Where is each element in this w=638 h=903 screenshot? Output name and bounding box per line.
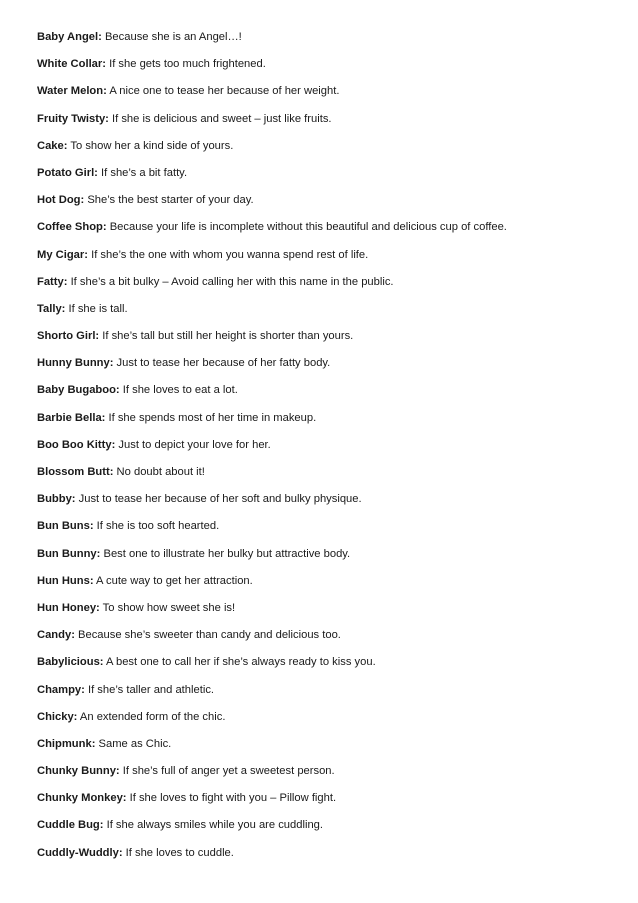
- entry-text: If she is too soft hearted.: [93, 520, 220, 533]
- entry-text: To show her a kind side of yours.: [67, 139, 234, 152]
- entry-text: If she’s a bit bulky – Avoid calling her with this name in the public.: [67, 275, 394, 288]
- entry-term: Baby Bugaboo:: [37, 384, 120, 397]
- entry-text: If she gets too much frightened.: [106, 58, 266, 71]
- entry-text: No doubt about it!: [113, 466, 205, 478]
- list-item: [37, 465, 617, 479]
- entry-term: Bubby:: [37, 493, 76, 506]
- list-item: [37, 166, 617, 180]
- list-item: [37, 438, 617, 452]
- entry-term: Candy:: [37, 629, 75, 642]
- entry-text: She’s the best starter of your day.: [84, 194, 254, 207]
- entry-term: Fatty:: [37, 275, 68, 288]
- entry-text: Just to tease her because of her fatty body.: [113, 357, 331, 370]
- list-item: [37, 356, 617, 370]
- entry-term: Chipmunk:: [37, 737, 96, 750]
- list-item: [37, 220, 617, 234]
- entry-term: My Cigar:: [37, 248, 88, 261]
- entry-text: Same as Chic.: [95, 737, 172, 750]
- entry-term: Boo Boo Kitty:: [37, 438, 116, 451]
- entry-text: If she’s a bit fatty.: [97, 166, 188, 179]
- entry-term: Hun Honey:: [37, 601, 100, 614]
- entry-term: White Collar:: [37, 58, 106, 71]
- entry-term: Coffee Shop:: [37, 221, 107, 234]
- entry-text: Because she’s sweeter than candy and delicious too.: [74, 629, 341, 642]
- entry-term: Blossom Butt:: [37, 466, 114, 478]
- list-item: [37, 248, 617, 262]
- entry-term: Cuddly-Wuddly:: [37, 846, 123, 859]
- entry-term: Champy:: [37, 683, 85, 696]
- list-item: [37, 655, 617, 669]
- entry-text: A best one to call her if she’s always ready to kiss you.: [103, 656, 376, 669]
- entry-term: Fruity Twisty:: [37, 112, 109, 125]
- entry-text: If she always smiles while you are cuddling.: [103, 819, 324, 832]
- entry-term: Hot Dog:: [37, 194, 85, 207]
- list-item: [37, 683, 617, 697]
- list-item: [37, 84, 617, 98]
- entry-term: Hunny Bunny:: [37, 357, 114, 370]
- entry-term: Bun Buns:: [37, 520, 94, 533]
- list-item: [37, 710, 617, 724]
- entry-term: Chunky Bunny:: [37, 765, 120, 778]
- list-item: [37, 112, 617, 126]
- list-item: [37, 737, 617, 751]
- entry-text: A nice one to tease her because of her weight.: [106, 85, 340, 98]
- entry-text: If she’s the one with whom you wanna spend rest of life.: [87, 248, 369, 261]
- entry-text: To show how sweet she is!: [99, 601, 236, 614]
- list-item: [37, 818, 617, 832]
- entry-text: If she’s full of anger yet a sweetest person.: [119, 765, 335, 778]
- entry-term: Cuddle Bug:: [37, 819, 104, 832]
- entry-text: If she’s taller and athletic.: [84, 683, 215, 696]
- entry-term: Babylicious:: [37, 656, 104, 669]
- entry-text: If she is delicious and sweet – just like fruits.: [108, 112, 332, 125]
- entry-term: Shorto Girl:: [37, 330, 100, 343]
- entry-text: Because she is an Angel…!: [101, 31, 242, 43]
- entry-text: Best one to illustrate her bulky but attractive body.: [100, 547, 351, 560]
- entry-text: A cute way to get her attraction.: [93, 574, 253, 587]
- list-item: [37, 519, 617, 533]
- list-item: [37, 547, 617, 561]
- entry-term: Cake:: [37, 139, 68, 152]
- entry-term: Hun Huns:: [37, 574, 94, 587]
- entry-text: If she is tall.: [65, 302, 128, 315]
- entry-term: Chunky Monkey:: [37, 792, 127, 805]
- entry-text: If she loves to cuddle.: [122, 846, 234, 859]
- list-item: [37, 30, 617, 44]
- entry-term: Water Melon:: [37, 85, 107, 98]
- entry-text: If she loves to fight with you – Pillow fight.: [126, 792, 337, 805]
- list-item: [37, 492, 617, 506]
- list-item: [37, 329, 617, 343]
- entry-term: Barbie Bella:: [37, 411, 106, 424]
- entry-text: If she loves to eat a lot.: [119, 384, 238, 397]
- entry-term: Tally:: [37, 302, 66, 315]
- list-item: [37, 846, 617, 860]
- list-item: [37, 411, 617, 425]
- list-item: [37, 275, 617, 289]
- list-item: [37, 628, 617, 642]
- entry-term: Potato Girl:: [37, 166, 98, 179]
- document-page: [37, 30, 617, 873]
- entry-text: If she’s tall but still her height is shorter than yours.: [99, 330, 354, 343]
- entry-text: Just to tease her because of her soft and bulky physique.: [75, 493, 362, 506]
- list-item: [37, 57, 617, 71]
- list-item: [37, 139, 617, 153]
- list-item: [37, 302, 617, 316]
- list-item: [37, 601, 617, 615]
- list-item: [37, 383, 617, 397]
- entry-term: Chicky:: [37, 710, 78, 723]
- list-item: [37, 574, 617, 588]
- entry-text: An extended form of the chic.: [77, 710, 226, 723]
- entry-text: Just to depict your love for her.: [115, 438, 271, 451]
- entry-text: Because your life is incomplete without this beautiful and delicious cup of coffee.: [106, 221, 507, 234]
- entry-text: If she spends most of her time in makeup.: [105, 411, 317, 424]
- entry-term: Baby Angel:: [37, 31, 102, 43]
- list-item: [37, 791, 617, 805]
- list-item: [37, 193, 617, 207]
- entry-term: Bun Bunny:: [37, 547, 101, 560]
- list-item: [37, 764, 617, 778]
